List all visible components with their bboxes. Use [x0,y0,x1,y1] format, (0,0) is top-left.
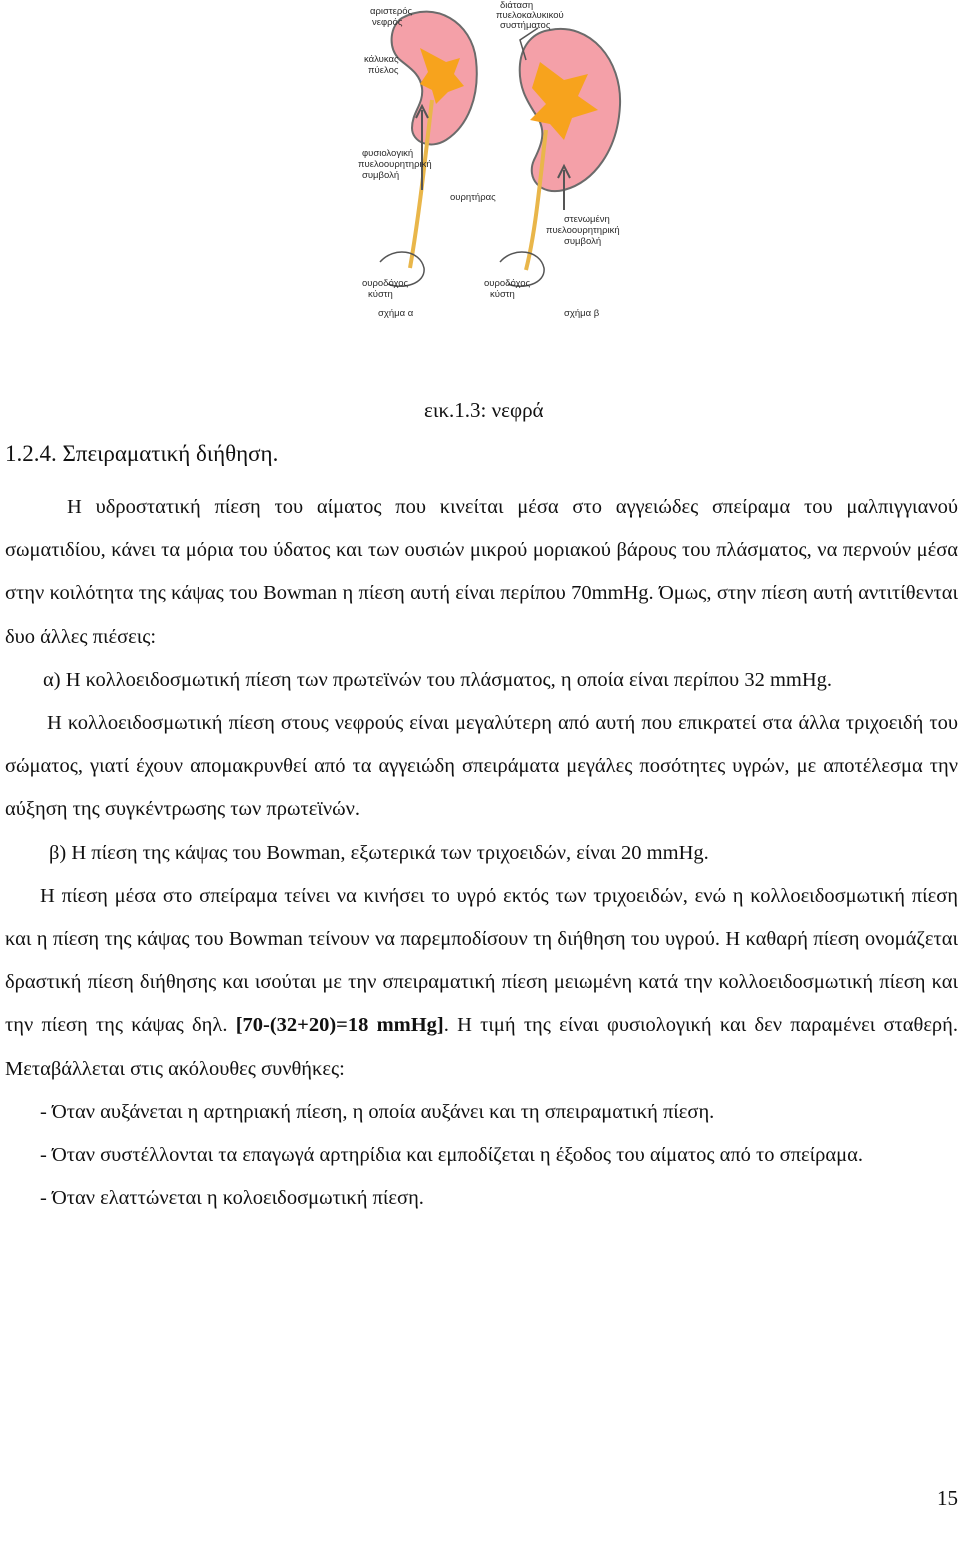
list-item-1: - Όταν αυξάνεται η αρτηριακή πίεση, η οποία αυξάνει και τη σπειραματική πίεση. [40,1100,715,1123]
paragraph-1: Η υδροστατική πίεση του αίματος που κινείται μέσα στο αγγειώδες σπείραμα του μαλπιγγιανού σωματιδίου, κάνει τα μόρια του ύδατος και των ουσιών μικρού μοριακού βάρους του πλάσματος, να περνούν μέσα στην κοιλότητα της κάψας του Bowman η πίεση αυτή είναι περίπου 70mmHg. Όμως, στην πίεση αυτή αντιτίθενται δυο άλλες πιέσεις: [5,496,958,648]
body-text [5,486,958,1220]
label-dilation: διάταση πυελοκαλυκικού συστήματος [496,0,564,31]
paragraph-2: α) Η κολλοειδοσμωτική πίεση των πρωτεϊνών του πλάσματος, η οποία είναι περίπου 32 mmHg. [43,668,833,691]
label-bladder-a: ουροδόχος κύστη [362,278,409,300]
page-number: 15 [937,1486,958,1510]
label-calyx: κάλυκας πύελος [364,54,399,76]
paragraph-3: Η κολλοειδοσμωτική πίεση στους νεφρούς είναι μεγαλύτερη από αυτή που επικρατεί στα άλλα τριχοειδή του σώματος, γιατί έχουν απομακρυνθεί από τα αγγειώδη σπειράματα μεγάλες ποσότητες υγρών, με αποτέλεσμα την αύξηση της συγκέντρωσης των πρωτεϊνών. [5,712,958,821]
label-junction: φυσιολογική πυελοουρητηρική συμβολή [358,148,432,181]
paragraph-5 [5,875,958,1091]
label-shape-a: σχήμα α [378,308,414,319]
pressure-formula: [70-(32+20)=18 mmHg] [235,1014,444,1037]
kidney-diagram [350,0,622,330]
figure-caption: εικ.1.3: νεφρά [424,398,544,422]
label-left-kidney: αριστερός νεφρός [370,6,413,28]
list-item-3: - Όταν ελαττώνεται η κολοειδοσμωτική πίεση. [40,1187,424,1210]
ureter-b [526,130,546,270]
label-stenosis: στενωμένη πυελοουρητηρική συμβολή [546,214,620,247]
label-bladder-b: ουροδόχος κύστη [484,278,531,300]
section-title: 1.2.4. Σπειραματική διήθηση. [5,441,279,466]
paragraph-5-text-b: . Η τιμή της είναι φυσιολογική και δεν παραμένει σταθερή. Μεταβάλλεται στις ακόλουθες συνθήκες: [5,1014,959,1080]
paragraph-5-text-a: Η πίεση μέσα στο σπείραμα τείνει να κινήσει το υγρό εκτός των τριχοειδών, ενώ η κολλοειδοσμωτική πίεση και η πίεση της κάψας του Bowman τείνουν να παρεμποδίσουν τη διήθηση του υγρού. Η καθαρή πίεση ονομάζεται δραστική πίεση διήθησης και ισούται με την σπειραματική πίεση μειωμένη κατά την κολλοειδοσμωτική πίεση και την πίεση της κάψας δηλ. [5,884,958,1037]
list-item-2: - Όταν συστέλλονται τα επαγωγά αρτηρίδια και εμποδίζεται η έξοδος του αίματος από το σπείραμα. [40,1144,864,1167]
kidney-figure [350,0,622,330]
paragraph-4: β) Η πίεση της κάψας του Bowman, εξωτερικά των τριχοειδών, είναι 20 mmHg. [49,841,709,864]
label-ureter: ουρητήρας [450,192,496,203]
label-shape-b: σχήμα β [564,308,600,319]
